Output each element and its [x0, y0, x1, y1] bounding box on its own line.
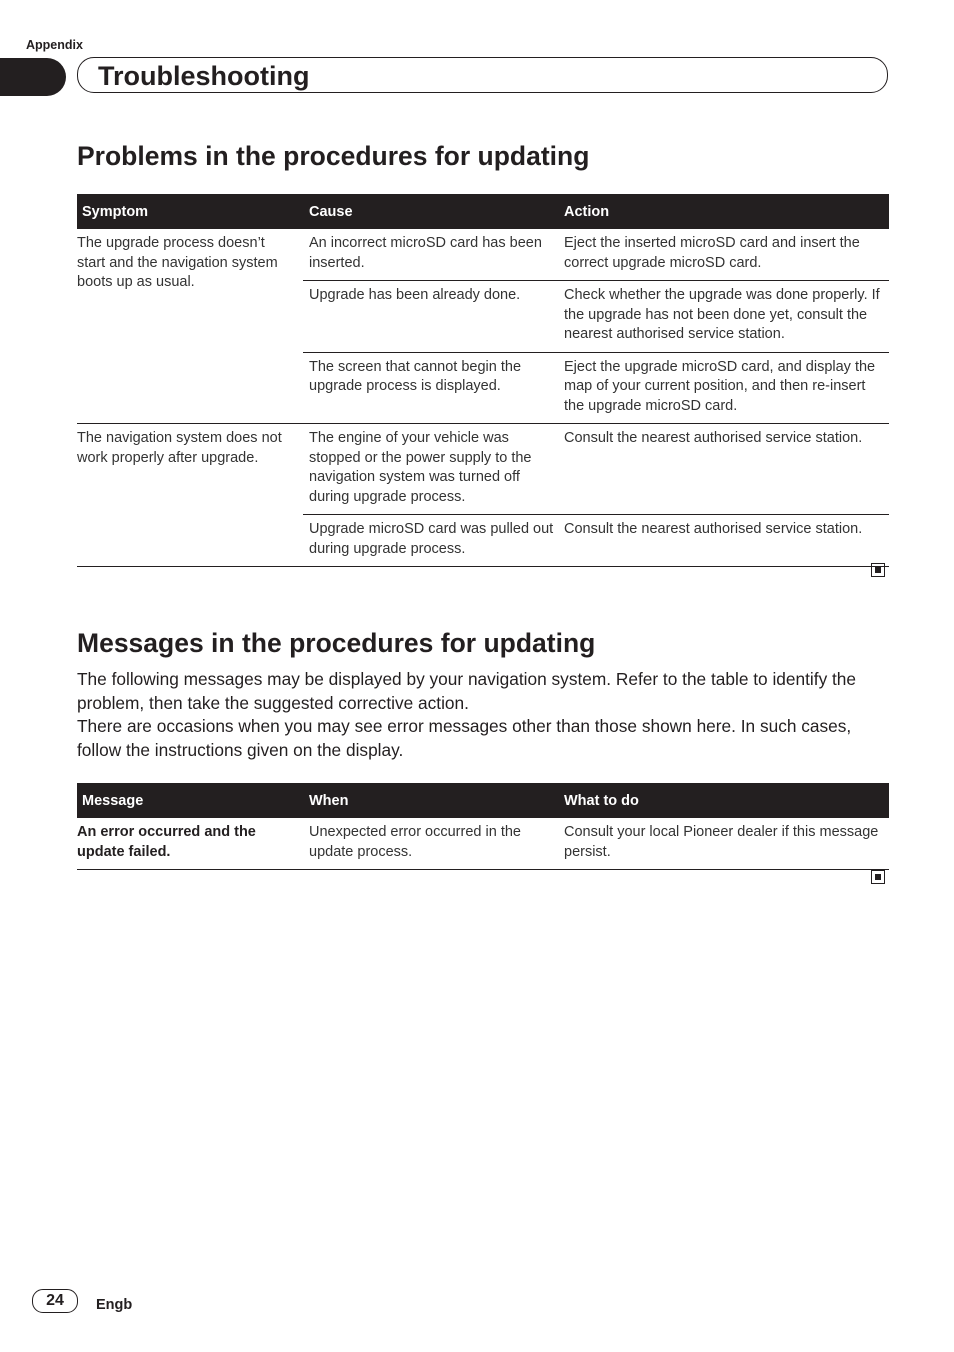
when-cell: Unexpected error occurred in the update process. — [303, 818, 560, 870]
end-of-section-mark — [871, 563, 885, 577]
intro-paragraph: There are occasions when you may see error messages other than those shown here. In such cases, follow the instructions given on the display. — [77, 716, 852, 760]
action-cell: Eject the inserted microSD card and insert the correct upgrade microSD card. — [560, 229, 889, 281]
intro-paragraph: The following messages may be displayed by your navigation system. Refer to the table to identify the problem, then take the suggested corrective action. — [77, 669, 857, 713]
language-code: Engb — [96, 1297, 133, 1313]
column-header-what-to-do: What to do — [560, 783, 889, 818]
table-header-row — [77, 194, 889, 229]
cause-cell: An incorrect microSD card has been inserted. — [303, 229, 560, 281]
cause-cell: The screen that cannot begin the upgrade process is displayed. — [303, 352, 560, 424]
symptom-cell: The navigation system does not work properly after upgrade. — [77, 424, 303, 567]
messages-table — [77, 783, 889, 870]
column-header-message: Message — [77, 783, 303, 818]
appendix-label: Appendix — [26, 38, 83, 52]
cause-cell: Upgrade has been already done. — [303, 281, 560, 353]
what-to-do-cell: Consult your local Pioneer dealer if this message persist. — [560, 818, 889, 870]
column-header-action: Action — [560, 194, 889, 229]
section-title: Troubleshooting — [98, 61, 310, 91]
action-cell: Consult the nearest authorised service station. — [560, 515, 889, 567]
problems-table — [77, 194, 889, 567]
cause-cell: The engine of your vehicle was stopped or the power supply to the navigation system was turned off during upgrade process. — [303, 424, 560, 515]
action-cell: Check whether the upgrade was done properly. If the upgrade has not been done yet, consult the nearest authorised service station. — [560, 281, 889, 353]
action-cell: Eject the upgrade microSD card, and display the map of your current position, and then re-insert the upgrade microSD card. — [560, 352, 889, 424]
table-row — [77, 818, 889, 870]
table-row — [77, 424, 889, 515]
column-header-cause: Cause — [303, 194, 560, 229]
symptom-cell: The upgrade process doesn’t start and the navigation system boots up as usual. — [77, 229, 303, 424]
section-tab-marker — [0, 58, 66, 96]
action-cell: Consult the nearest authorised service station. — [560, 424, 889, 515]
column-header-when: When — [303, 783, 560, 818]
table-header-row — [77, 783, 889, 818]
messages-intro — [77, 668, 897, 762]
problems-heading: Problems in the procedures for updating — [77, 141, 590, 171]
messages-heading: Messages in the procedures for updating — [77, 628, 596, 658]
column-header-symptom: Symptom — [77, 194, 303, 229]
cause-cell: Upgrade microSD card was pulled out during upgrade process. — [303, 515, 560, 567]
table-row — [77, 229, 889, 281]
end-of-section-mark — [871, 870, 885, 884]
section-header — [77, 57, 888, 93]
page-number: 24 — [32, 1289, 78, 1313]
message-cell: An error occurred and the update failed. — [77, 818, 303, 870]
